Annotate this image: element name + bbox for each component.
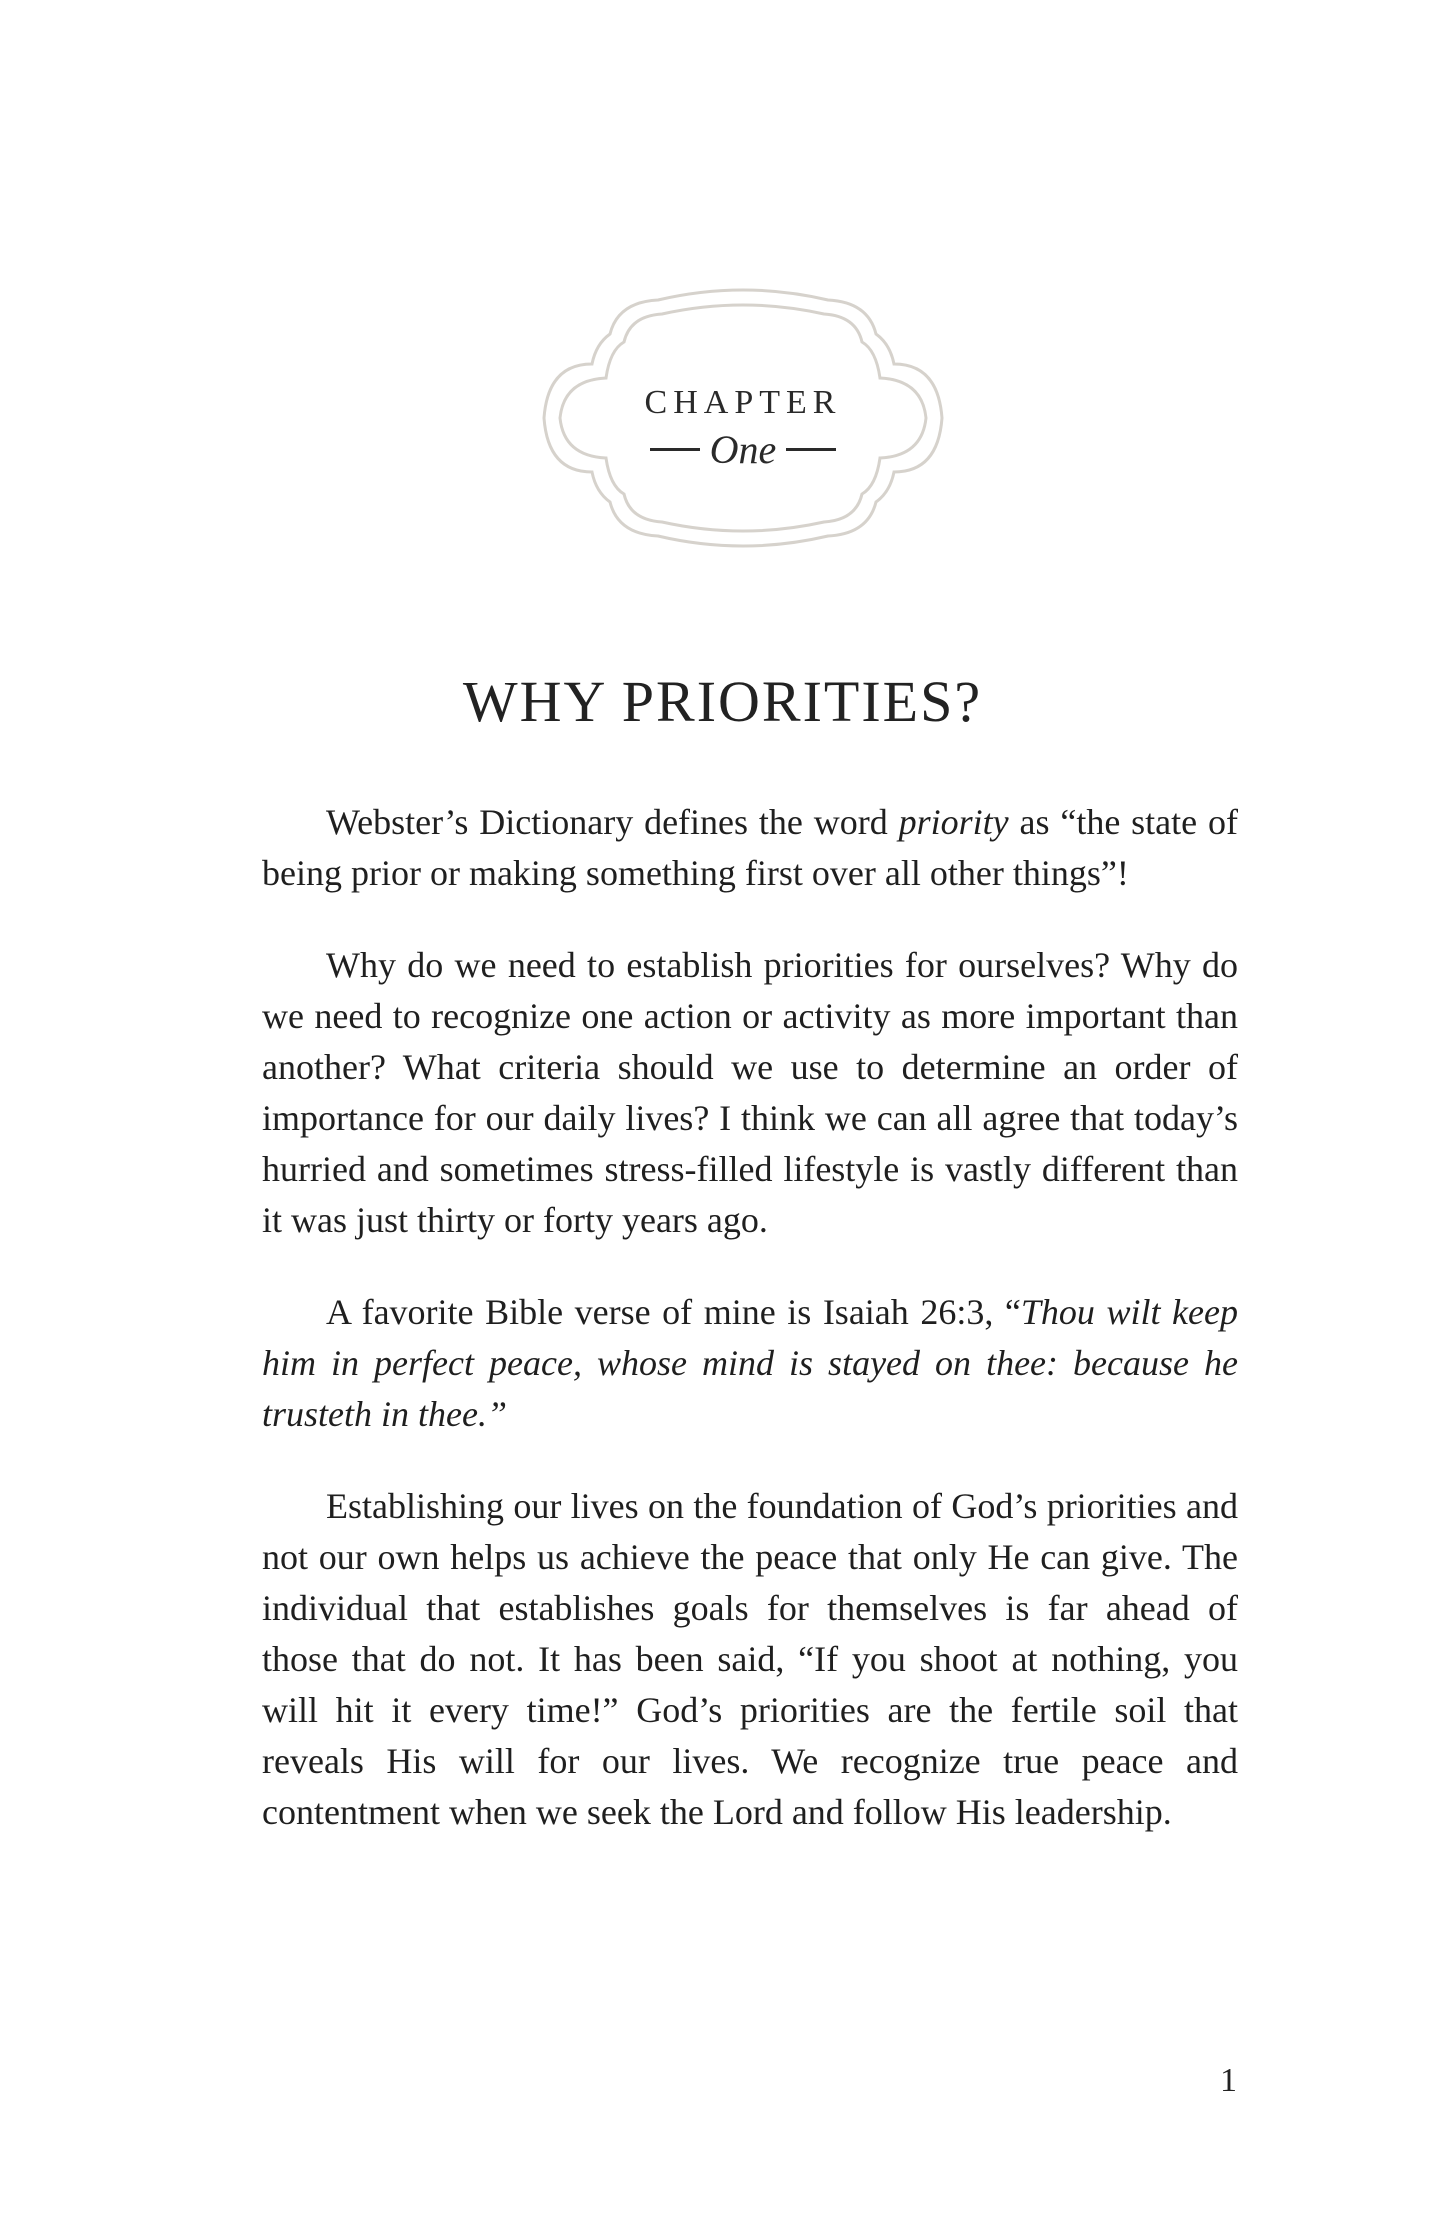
paragraph-3-bible-quote: Thou wilt keep him in perfect peace, whose mind is stayed on thee: because he trusteth in thee.”: [262, 1292, 1238, 1434]
paragraph-1-italic-term: priority: [898, 802, 1009, 842]
chapter-number: One: [709, 427, 777, 472]
paragraph-3: [262, 1287, 1238, 1440]
chapter-title: WHY PRIORITIES?: [462, 669, 983, 734]
right-dash-icon: [786, 448, 836, 451]
page-number: 1: [1220, 2062, 1237, 2099]
chapter-body: [262, 797, 1238, 1879]
chapter-label: CHAPTER: [644, 384, 842, 421]
paragraph-2: Why do we need to establish priorities for ourselves? Why do we need to recognize one action or activity as more important than another? What criteria should we use to determine an order of importance for our daily lives? I think we can all agree that today’s hurried and sometimes stress-filled lifestyle is vastly different than it was just thirty or forty years ago.: [262, 945, 1238, 1240]
paragraph-3-text-start: A favorite Bible verse of mine is Isaiah 26:3, “: [326, 1292, 1021, 1332]
paragraph-4: Establishing our lives on the foundation of God’s priorities and not our own helps us achieve the peace that only He can give. The individual that establishes goals for themselves is far ahead of those that do not. It has been said, “If you shoot at nothing, you will hit it every time!” God’s priorities are the fertile soil that reveals His will for our lives. We recognize true peace and contentment when we seek the Lord and follow His leadership.: [262, 1486, 1238, 1832]
chapter-ornament: [538, 286, 948, 550]
left-dash-icon: [650, 448, 700, 451]
paragraph-1-text-start: Webster’s Dictionary defines the word: [326, 802, 899, 842]
paragraph-1-text-end: as “the state of being prior or making something first over all other things”!: [262, 802, 1238, 893]
chapter-number-line: [538, 426, 948, 473]
paragraph-1: [262, 797, 1238, 899]
